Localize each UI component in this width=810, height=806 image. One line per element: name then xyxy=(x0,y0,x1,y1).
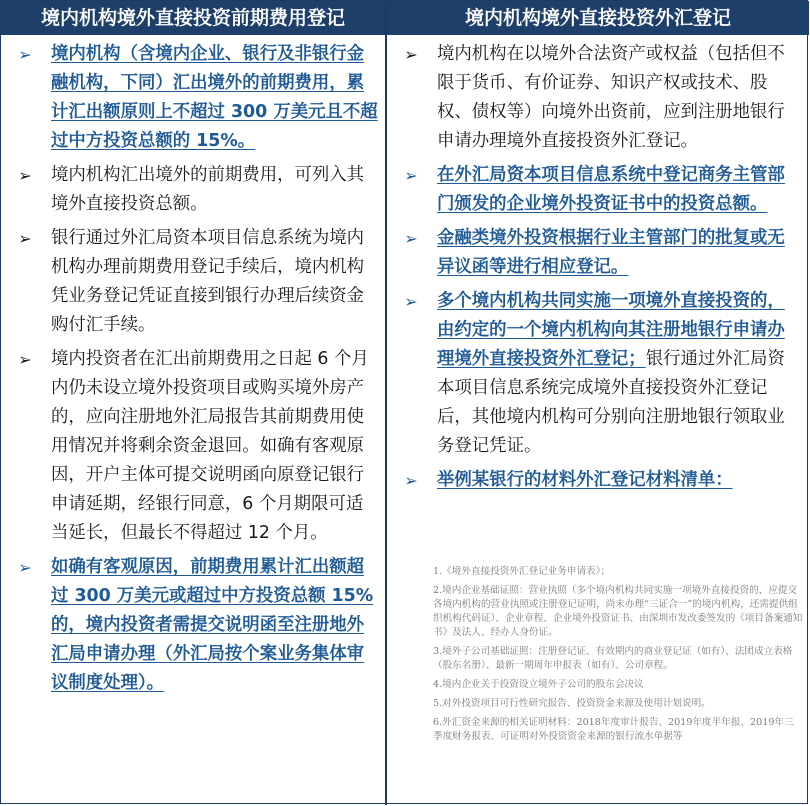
bullet-item xyxy=(9,40,379,156)
arrow-bullet-icon: ➢ xyxy=(18,350,32,369)
arrow-bullet-icon: ➢ xyxy=(404,229,418,248)
arrow-bullet-icon: ➢ xyxy=(404,292,418,311)
bullet-item xyxy=(395,466,801,495)
material-list-line: 6.外汇资金来源的相关证明材料：2018年度审计报告、2019年度半年报、2019年三季度财务报表、可证明对外投资资金来源的银行流水单据等 xyxy=(433,717,794,742)
plain-text: 境内机构汇出境外的前期费用，可列入其境外直接投资总额。 xyxy=(51,165,365,214)
highlighted-text: 金融类境外投资根据行业主管部门的批复或无异议函等进行相应登记。 xyxy=(437,228,785,277)
left-column-header: 境内机构境外直接投资前期费用登记 xyxy=(1,1,385,35)
arrow-bullet-icon: ➢ xyxy=(18,45,32,64)
material-list-line: 5.对外投资项目可行性研究报告、投资资金来源及使用计划说明。 xyxy=(433,698,711,709)
right-column-list xyxy=(395,35,801,495)
plain-text: 银行通过外汇局资本项目信息系统为境内机构办理前期费用登记手续后，境内机构凭业务登记凭证直接到银行办理后续资金购付汇手续。 xyxy=(51,228,365,335)
plain-text: 银行通过外汇局资本项目信息系统完成境外直接投资外汇登记后，其他境内机构可分别向注册地银行领取业务登记凭证。 xyxy=(437,349,785,456)
bullet-item xyxy=(9,224,379,340)
materials-list-image xyxy=(433,565,803,749)
material-list-line: 4.境内企业关于投资设立境外子公司的股东会决议 xyxy=(433,679,644,690)
arrow-bullet-icon: ➢ xyxy=(18,558,32,577)
highlighted-text: 境内机构（含境内企业、银行及非银行金融机构，下同）汇出境外的前期费用，累计汇出额原则上不超过 300 万美元且不超过中方投资总额的 15%。 xyxy=(51,44,378,151)
arrow-bullet-icon: ➢ xyxy=(404,45,418,64)
plain-text: 境内机构在以境外合法资产或权益（包括但不限于货币、有价证券、知识产权或技术、股权、债权等）向境外出资前，应到注册地银行申请办理境外直接投资外汇登记。 xyxy=(437,44,785,151)
arrow-bullet-icon: ➢ xyxy=(404,166,418,185)
material-list-line: 2.境内企业基础证照：营业执照（多个境内机构共同实施一项境外直接投资的，应提交各境内机构的营业执照或注册登记证明，尚未办理“三证合一”的境内机构，还需提供组织机构代码证）、企业章程、企业境外投资证书、由深圳市发改委签发的《项目备案通知书》及法人、经办人身份证。 xyxy=(433,585,803,638)
highlighted-text: 举例某银行的材料外汇登记材料清单： xyxy=(437,470,733,490)
highlighted-text: 如确有客观原因，前期费用累计汇出额超过 300 万美元或超过中方投资总额 15%的，境内投资者需提交说明函至注册地外汇局申请办理（外汇局按个案业务集体审议制度处理）。 xyxy=(51,557,374,693)
arrow-bullet-icon: ➢ xyxy=(404,471,418,490)
highlighted-text: 多个境内机构共同实施一项境外直接投资的，由约定的一个境内机构向其注册地银行申请办理境外直接投资外汇登记； xyxy=(437,291,785,369)
left-column-list xyxy=(9,35,379,698)
arrow-bullet-icon: ➢ xyxy=(18,229,32,248)
highlighted-text: 在外汇局资本项目信息系统中登记商务主管部门颁发的企业境外投资证书中的投资总额。 xyxy=(437,165,785,214)
column-divider xyxy=(385,1,387,805)
bullet-item xyxy=(395,161,801,219)
bullet-item xyxy=(9,345,379,548)
bullet-item xyxy=(395,224,801,282)
right-column-header: 境内机构境外直接投资外汇登记 xyxy=(387,1,809,35)
bullet-item xyxy=(395,40,801,156)
bullet-item xyxy=(9,161,379,219)
material-list-line: 3.境外子公司基础证照：注册登记证、有效期内的商业登记证（如有）、法团成立表格（股东名册）、最新一期周年申报表（如有）、公司章程。 xyxy=(433,646,793,671)
material-list-line: 1.《境外直接投资外汇登记业务申请表》； xyxy=(433,566,611,577)
plain-text: 境内投资者在汇出前期费用之日起 6 个月内仍未设立境外投资项目或购买境外房产的，应向注册地外汇局报告其前期费用使用情况并将剩余资金退回。如确有客观原因，开户主体可提交说明函向原登记银行申请延期，经银行同意，6 个月期限可适当延长，但最长不得超过 12 个月。 xyxy=(51,349,369,543)
arrow-bullet-icon: ➢ xyxy=(18,166,32,185)
bullet-item xyxy=(395,287,801,461)
bullet-item xyxy=(9,553,379,698)
